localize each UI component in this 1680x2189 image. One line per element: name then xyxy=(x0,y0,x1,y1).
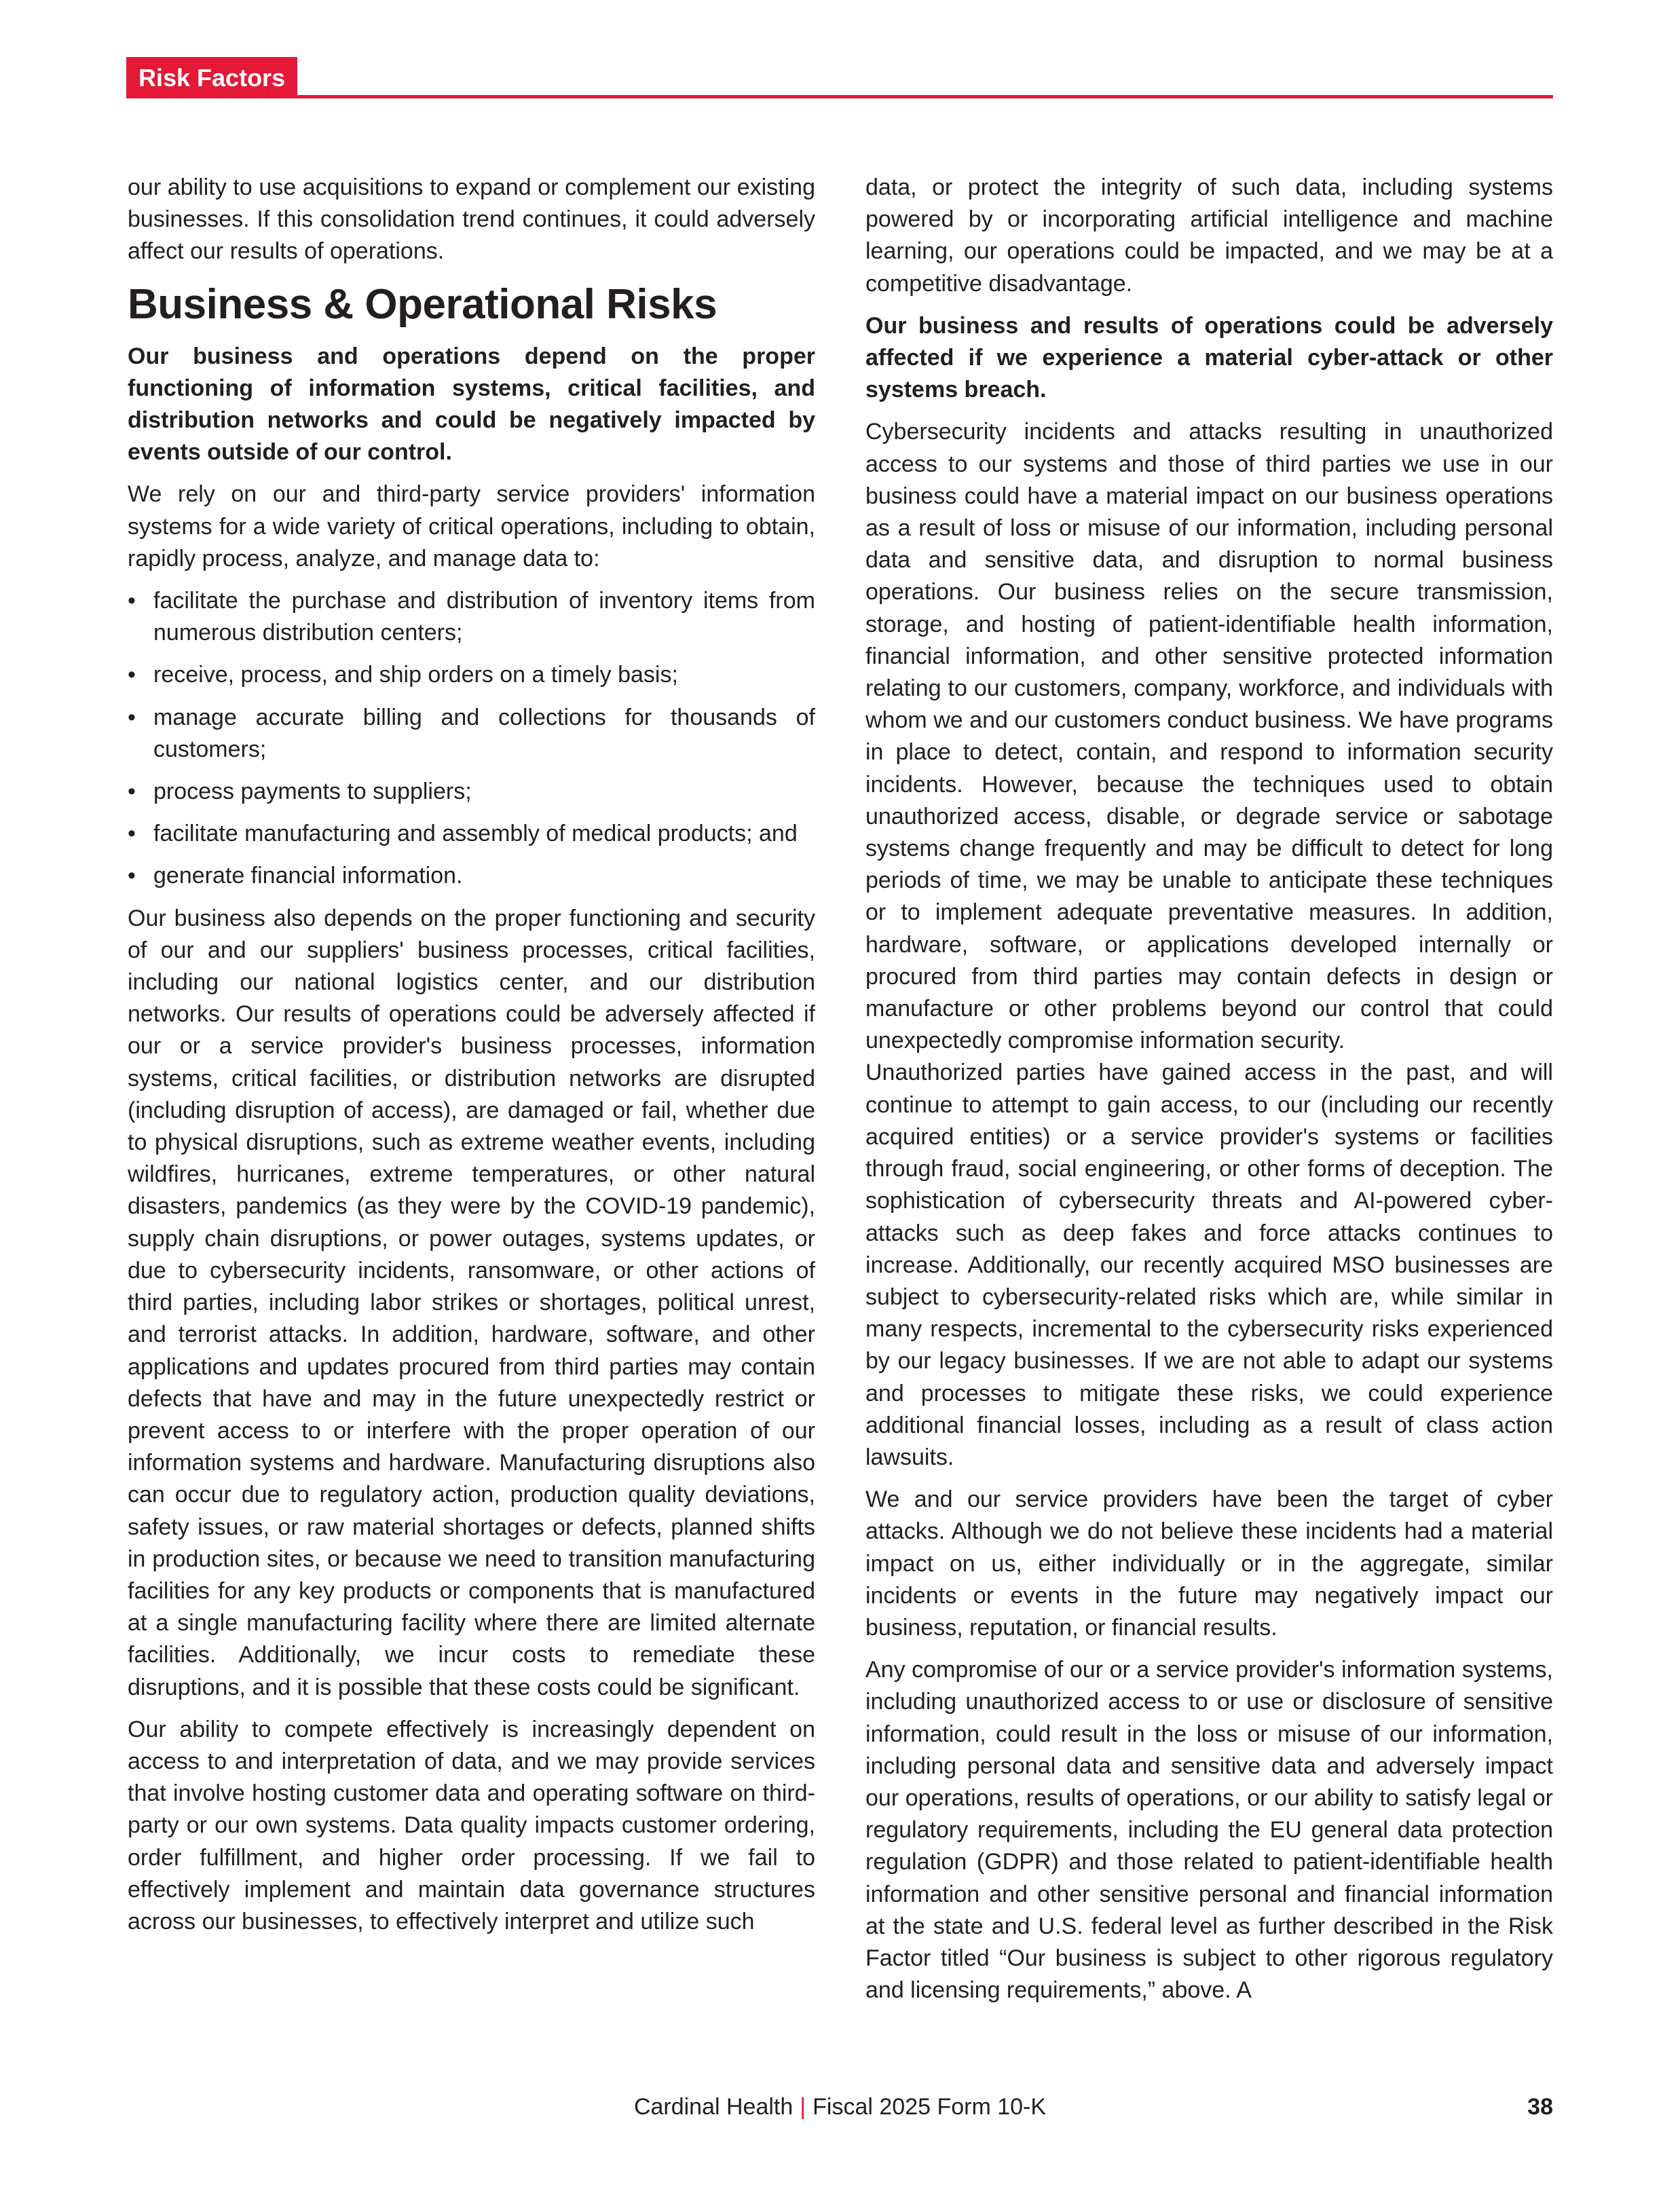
bullet-marker: • xyxy=(128,821,136,847)
bullet-marker: • xyxy=(128,588,136,614)
list-item-text: facilitate the purchase and distribution of inventory items from numerous distribution centers; xyxy=(153,588,815,646)
footer-company: Cardinal Health xyxy=(633,2094,794,2120)
risk-heading-cyber-attack: Our business and results of operations could be adversely affected if we experience a material cyber-attack or other systems breach. xyxy=(865,312,1553,403)
footer-document: Fiscal 2025 Form 10-K xyxy=(813,2094,1047,2120)
list-item-text: facilitate manufacturing and assembly of medical products; and xyxy=(153,821,798,847)
paragraph-cybersecurity-incidents: Cybersecurity incidents and attacks resulting in unauthorized access to our systems and those of third parties we use in our business could have a material impact on our business operations as a result of loss or misuse of our information, including personal data and sensitive data, and disruption to normal business operations. Our business relies on the secure transmission, storage, and hosting of patient-identifiable health information, financial information, and other sensitive protected information relating to our customers, company, workforce, and individuals with whom we and our customers conduct business. We have programs in place to detect, contain, and respond to information security incidents. However, because the techniques used to obtain unauthorized access, disable, or degrade service or sabotage systems change frequently and may be difficult to detect for long periods of time, we may be unable to anticipate these techniques or to implement adequate preventative measures. In addition, hardware, software, or applications developed internally or procured from third parties may contain defects in design or manufacture or other problems beyond our control that could unexpectedly compromise information security. xyxy=(865,419,1553,1054)
header-rule xyxy=(126,95,1553,98)
bullet-marker: • xyxy=(128,779,136,805)
risk-heading-information-systems: Our business and operations depend on the proper functioning of information systems, critical facilities, and distribution networks and could be negatively impacted by events outside of our control. xyxy=(128,343,815,466)
list-item xyxy=(128,585,815,649)
page-footer xyxy=(0,2092,1680,2122)
list-item xyxy=(128,659,815,691)
paragraph-business-depends: Our business also depends on the proper functioning and security of our and our suppliers' business processes, critical facilities, including our national logistics center, and our distribution networks. Our results of operations could be adversely affected if our or a service provider's business processes, information systems, critical facilities, or distribution networks are disrupted (including disruption of access), are damaged or fail, whether due to physical disruptions, such as extreme weather events, including wildfires, hurricanes, extreme temperatures, or other natural disasters, pandemics (as they were by the COVID-19 pandemic), supply chain disruptions, or power outages, systems updates, or due to cybersecurity incidents, ransomware, or other actions of third parties, including labor strikes or shortages, political unrest, and terrorist attacks. In addition, hardware, software, and other applications and updates procured from third parties may contain defects that have and may in the future unexpectedly restrict or prevent access to or interfere with the proper operation of our information systems and hardware. Manufacturing disruptions also can occur due to regulatory action, production quality deviations, safety issues, or raw material shortages or defects, planned shifts in production sites, or because we need to transition manufacturing facilities for any key products or components that is manufactured at a single manufacturing facility where there are limited alternate facilities. Additionally, we incur costs to remediate these disruptions, and it is possible that these costs could be significant. xyxy=(128,905,815,1700)
section-tab-label: Risk Factors xyxy=(126,57,297,98)
section-heading: Business & Operational Risks xyxy=(128,280,717,328)
bullet-marker: • xyxy=(128,863,136,889)
list-item xyxy=(128,776,815,808)
list-item xyxy=(128,702,815,766)
list-item-text: receive, process, and ship orders on a timely basis; xyxy=(153,662,678,688)
footer-separator: | xyxy=(800,2094,806,2120)
paragraph-unauthorized-parties: Unauthorized parties have gained access in the past, and will continue to attempt to gain access, to our (including our recently acquired entities) or a service provider's systems or facilities through fraud, social engineering, or other forms of deception. The sophistication of cybersecurity threats and AI-powered cyber-attacks such as deep fakes and force attacks continues to increase. Additionally, our recently acquired MSO businesses are subject to cybersecurity-related risks which are, while similar in many respects, incremental to the cybersecurity risks experienced by our legacy businesses. If we are not able to adapt our systems and processes to mitigate these risks, we could experience additional financial losses, including as a result of class action lawsuits. xyxy=(865,1060,1553,1470)
bullet-list xyxy=(128,585,815,893)
list-item xyxy=(128,818,815,850)
paragraph-system-compromise: Any compromise of our or a service provider's information systems, including unauthorized access to or use or disclosure of sensitive information, could result in the loss or misuse of our information, including personal data and sensitive data and adversely impact our operations, results of operations, or our ability to satisfy legal or regulatory requirements, including the EU general data protection regulation (GDPR) and those related to patient-identifiable health information and other sensitive personal and financial information at the state and U.S. federal level as further described in the Risk Factor titled “Our business is subject to other rigorous regulatory and licensing requirements,” above. A xyxy=(865,1657,1553,2004)
paragraph-rely-on-systems: We rely on our and third-party service providers' information systems for a wide variety of critical operations, including to obtain, rapidly process, analyze, and manage data to: xyxy=(128,481,815,572)
list-item xyxy=(128,860,815,892)
bullet-marker: • xyxy=(128,662,136,688)
page-number: 38 xyxy=(1527,2094,1553,2120)
left-column xyxy=(128,172,815,1948)
list-item-text: generate financial information. xyxy=(153,863,463,889)
paragraph-compete-data: Our ability to compete effectively is increasingly dependent on access to and interpretation of data, and we may provide services that involve hosting customer data and operating software on third-party or our own systems. Data quality impacts customer ordering, order fulfillment, and higher order processing. If we fail to effectively implement and maintain data governance structures across our businesses, to effectively interpret and utilize such xyxy=(128,1716,815,1934)
right-column xyxy=(865,172,1553,2017)
list-item-text: manage accurate billing and collections for thousands of customers; xyxy=(153,704,815,762)
bullet-marker: • xyxy=(128,704,136,730)
paragraph-continued: data, or protect the integrity of such data, including systems powered by or incorporating artificial intelligence and machine learning, our operations could be impacted, and we may be at a competitive disadvantage. xyxy=(865,174,1553,297)
intro-paragraph: our ability to use acquisitions to expand or complement our existing businesses. If this consolidation trend continues, it could adversely affect our results of operations. xyxy=(128,174,815,265)
paragraph-cyber-targets: We and our service providers have been the target of cyber attacks. Although we do not believe these incidents had a material impact on us, either individually or in the aggregate, similar incidents or events in the future may negatively impact our business, reputation, or financial results. xyxy=(865,1486,1553,1641)
list-item-text: process payments to suppliers; xyxy=(153,779,472,805)
